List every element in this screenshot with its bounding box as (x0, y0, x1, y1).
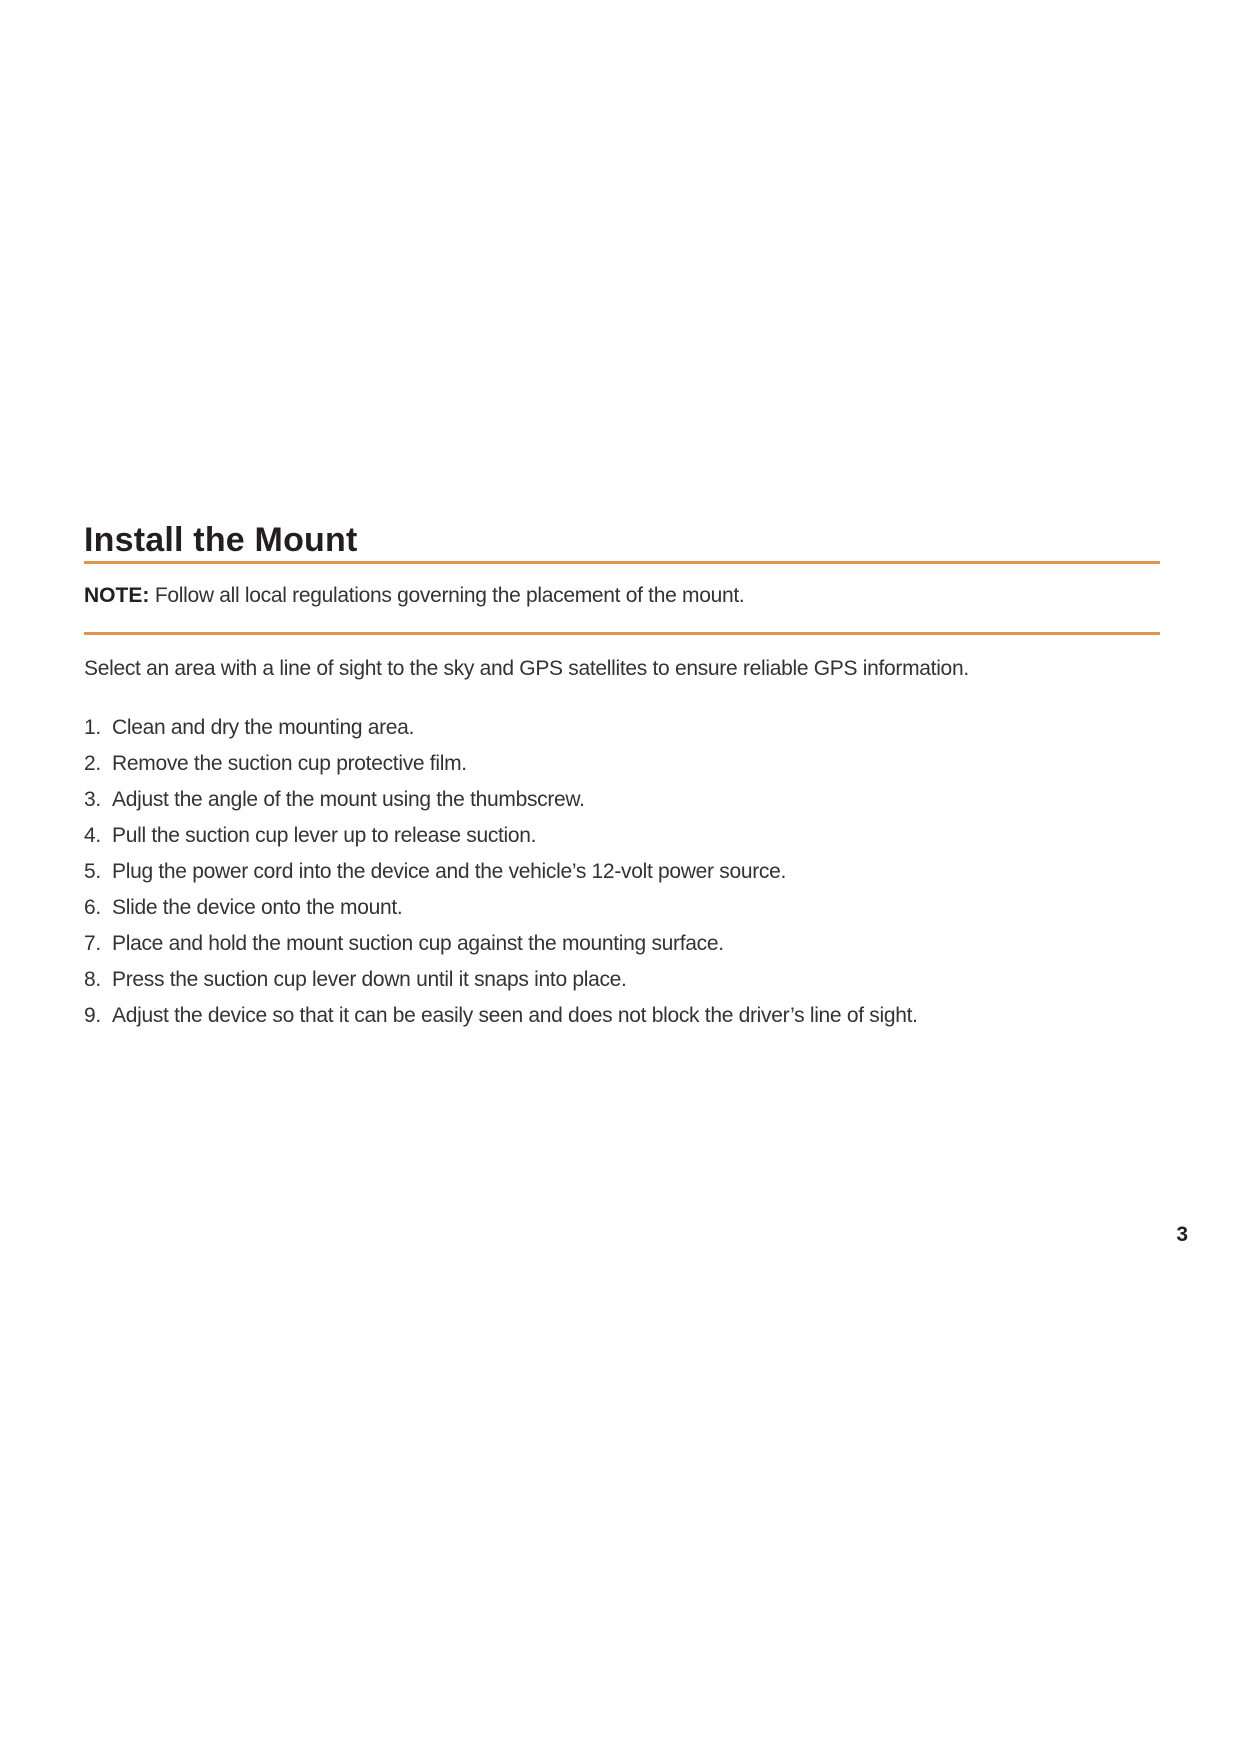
step-number: 7. (84, 932, 101, 955)
list-item (84, 931, 1164, 967)
step-text: Slide the device onto the mount. (112, 896, 403, 919)
list-item (84, 967, 1164, 1003)
step-text: Adjust the device so that it can be easily seen and does not block the driver’s line of sight. (112, 1004, 918, 1027)
step-text: Clean and dry the mounting area. (112, 716, 415, 739)
step-number: 9. (84, 1004, 101, 1027)
list-item (84, 1003, 1164, 1039)
step-number: 3. (84, 788, 101, 811)
step-number: 2. (84, 752, 101, 775)
step-text: Plug the power cord into the device and the vehicle’s 12-volt power source. (112, 860, 787, 883)
note-callout (84, 564, 1164, 632)
section-title: Install the Mount (84, 521, 358, 559)
note-text: Follow all local regulations governing the placement of the mount. (149, 584, 745, 607)
step-text: Remove the suction cup protective film. (112, 752, 467, 775)
step-text: Press the suction cup lever down until it snaps into place. (112, 968, 627, 991)
step-number: 6. (84, 896, 101, 919)
step-number: 4. (84, 824, 101, 847)
step-text: Pull the suction cup lever up to release suction. (112, 824, 537, 847)
note-label: NOTE: (84, 584, 150, 607)
list-item (84, 859, 1164, 895)
page-content (84, 520, 1164, 1039)
list-item (84, 823, 1164, 859)
step-number: 1. (84, 716, 101, 739)
step-text: Adjust the angle of the mount using the thumbscrew. (112, 788, 585, 811)
step-number: 5. (84, 860, 101, 883)
list-item (84, 895, 1164, 931)
note-divider (84, 632, 1160, 635)
step-number: 8. (84, 968, 101, 991)
step-text: Place and hold the mount suction cup against the mounting surface. (112, 932, 724, 955)
steps-list (84, 715, 1164, 1039)
page-number: 3 (1176, 1223, 1188, 1246)
list-item (84, 787, 1164, 823)
list-item (84, 715, 1164, 751)
intro-paragraph: Select an area with a line of sight to the sky and GPS satellites to ensure reliable GPS information. (84, 657, 969, 680)
list-item (84, 751, 1164, 787)
